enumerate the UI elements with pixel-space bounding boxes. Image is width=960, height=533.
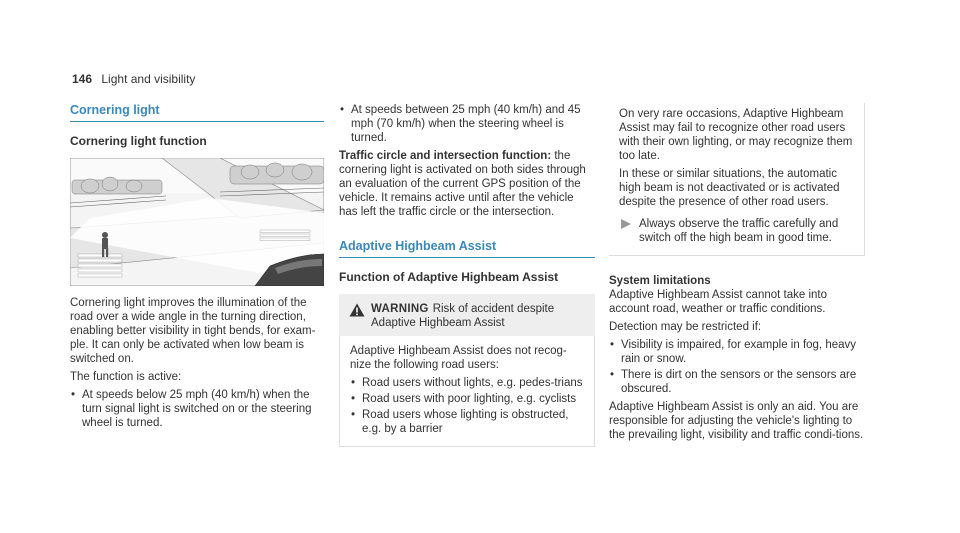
- traffic-circle-paragraph: [339, 149, 595, 219]
- warning-triangle-icon: [349, 303, 365, 317]
- list-item: • Road users with poor lighting, e.g. cyclists: [350, 392, 584, 406]
- restriction-list: [609, 338, 865, 396]
- warning-label: WARNING: [371, 303, 429, 315]
- list-item: • Visibility is impaired, for example in fog, heavy rain or snow.: [609, 338, 865, 366]
- note-paragraph-2: In these or similar situations, the automatic high beam is not deactivated or is activated despite the presence of other road users.: [619, 168, 840, 208]
- active-conditions-list: [70, 388, 324, 430]
- column-1: [70, 103, 324, 434]
- sys-paragraph-3: Adaptive Highbeam Assist is only an aid. You are responsible for adjusting the vehicle's lighting to the prevailing light, visibility and traffic condi-tions.: [609, 401, 864, 441]
- warning-heading: [371, 302, 585, 330]
- warning-body: [339, 336, 595, 447]
- section-title-cornering-light: Cornering light: [70, 103, 324, 122]
- sys-paragraph-2: Detection may be restricted if:: [609, 321, 762, 333]
- list-item: • At speeds below 25 mph (40 km/h) when the turn signal light is switched on or the steering wheel is turned.: [70, 388, 324, 430]
- column-3: [609, 103, 865, 446]
- cornering-description: Cornering light improves the illumination of the road over a wide angle in the turning direction, enabling better visibility in tight bends, for exam-ple. It can only be activated when low beam is switched on.: [70, 297, 316, 365]
- action-instruction: [619, 217, 854, 245]
- warning-header: [339, 294, 595, 336]
- page-header: [72, 72, 195, 86]
- list-item: • There is dirt on the sensors or the sensors are obscured.: [609, 368, 865, 396]
- play-arrow-icon: [621, 219, 631, 229]
- subsection-title-highbeam-function: Function of Adaptive Highbeam Assist: [339, 270, 559, 284]
- action-text: Always observe the traffic carefully and switch off the high beam in good time.: [639, 218, 839, 244]
- system-limitations-title: System limitations: [609, 275, 711, 287]
- list-item: • Road users whose lighting is obstructed, e.g. by a barrier: [350, 408, 584, 436]
- list-item: • At speeds between 25 mph (40 km/h) and 45 mph (70 km/h) when the steering wheel is turned.: [339, 103, 595, 145]
- sys-paragraph-1: Adaptive Highbeam Assist cannot take into account road, weather or traffic conditions.: [609, 289, 827, 315]
- subsection-title-cornering-function: Cornering light function: [70, 134, 207, 148]
- traffic-circle-label: Traffic circle and intersection function:: [339, 150, 552, 162]
- active-conditions-list-cont: [339, 103, 595, 145]
- traffic-circle-text: the cornering light is activated on both sides through an evaluation of the current GPS position of the vehicle. It remains active until after the vehicle has left the traffic circle or the intersection.: [339, 150, 586, 218]
- column-2: [339, 103, 595, 447]
- function-active-intro: The function is active:: [70, 371, 182, 383]
- cornering-light-illustration: [70, 158, 324, 286]
- section-title-adaptive-highbeam: Adaptive Highbeam Assist: [339, 239, 595, 258]
- note-paragraph-1: On very rare occasions, Adaptive Highbeam Assist may fail to recognize other road users with their own lighting, or may recognize them too late.: [619, 108, 853, 162]
- chapter-title: Light and visibility: [101, 72, 196, 86]
- page-number: 146: [72, 72, 93, 86]
- warning-box: [339, 294, 595, 447]
- warning-continuation-box: [609, 103, 865, 256]
- list-item: • Road users without lights, e.g. pedes-trians: [350, 376, 584, 390]
- warning-heading-text: Risk of accident despite Adaptive Highbeam Assist: [371, 303, 555, 329]
- warning-list: [350, 376, 584, 436]
- warning-intro: Adaptive Highbeam Assist does not recog-nize the following road users:: [350, 345, 567, 371]
- system-limitations: [609, 274, 865, 442]
